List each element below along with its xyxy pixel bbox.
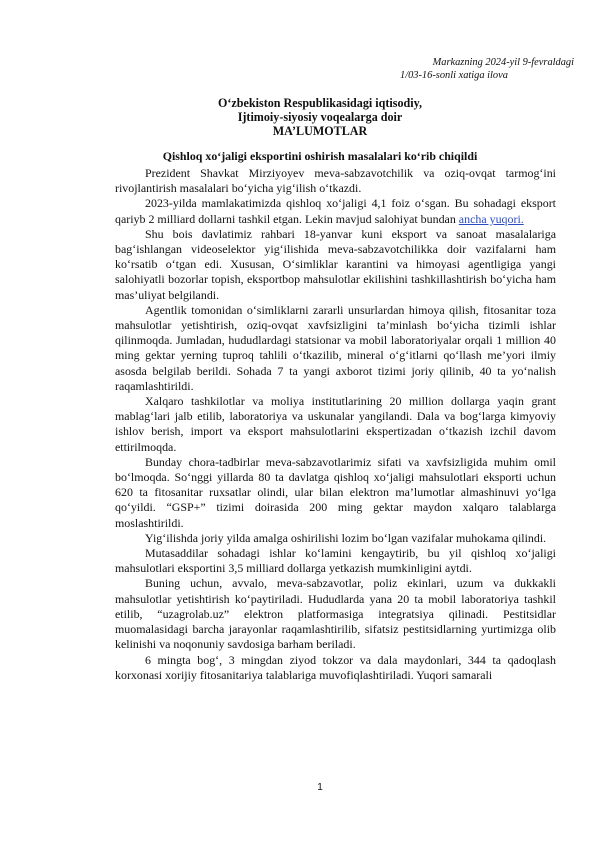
paragraph: Prezident Shavkat Mirziyoyev meva-sabzavotchilik va oziq-ovqat tarmog‘ini rivojlantirish masalalari bo‘yicha yig‘ilish o‘tkazdi. (115, 166, 556, 196)
article-title: Qishloq xo‘jaligi eksportini oshirish masalalari ko‘rib chiqildi (162, 149, 478, 163)
paragraph: Agentlik tomonidan o‘simliklarni zararli unsurlardan himoya qilish, fitosanitar toza mahsulotlar yetishtirish, oziq-ovqat xavfsizligini ta’minlash bo‘yicha tizimli ishlar qilinmoqda. Jumladan, hududlardagi statsionar va mobil laboratoriyalar orqali 1 million 40 ming gektar yerning tuproq tahlili o‘tkazilib, mineral o‘g‘itlarni qo‘llash me’yori ilmiy asosda belgilab berildi. Sohada 7 ta yangi axborot tizimi joriy qilinib, 40 ta yo‘nalish raqamlashtirildi. (115, 302, 556, 393)
paragraph-text: 2023-yilda mamlakatimizda qishloq xo‘jaligi 4,1 foiz o‘sgan. Bu sohadagi eksport qariyb 2 milliard dollarni tashkil etgan. Lekin mavjud salohiyat bundan (115, 196, 556, 226)
document-heading (0, 96, 596, 138)
ancha-yuqori-link[interactable]: ancha yuqori. (458, 211, 524, 226)
paragraph: Mutasaddilar sohadagi ishlar ko‘lamini kengaytirib, bu yil qishloq xo‘jaligi mahsulotlari eksportini 3,5 milliard dollarga yetkazish mumkinligini aytdi. (115, 546, 556, 576)
appendix-note (300, 57, 580, 82)
page-number: 1 (317, 782, 323, 793)
heading-line-3: MA’LUMOTLAR (272, 124, 368, 138)
paragraph: Buning uchun, avvalo, meva-sabzavotlar, poliz ekinlari, uzum va dukkakli mahsulotlar yetishtirish ko‘paytiriladi. Hududlarda yana 20 ta mobil laboratoriya tashkil etilib, “uzagrolab.uz” elektron platformasiga integratsiya qilinadi. Pestitsidlar muomalasidagi barcha jarayonlar raqamlashtirilib, sifatsiz pestitsidlarning yurtimizga olib kelinishi va noqonuniy savdosiga barham beriladi. (115, 576, 556, 652)
paragraph: Bunday chora-tadbirlar meva-sabzavotlarimiz sifati va xavfsizligida muhim omil bo‘lmoqda. So‘nggi yillarda 80 ta davlatga qishloq xo‘jaligi mahsulotlari eksporti uchun 620 ta fitosanitar ruxsatlar olindi, ular bilan elektron ma’lumotlar almashinuvi yo‘lga qo‘yildi. “GSP+” tizimi doirasida 200 ming gektar maydon xalqaro talablarga moslashtirildi. (115, 454, 556, 530)
heading-line-2: Ijtimoiy-siyosiy voqealarga doir (237, 110, 403, 124)
heading-line-1: O‘zbekiston Respublikasidagi iqtisodiy, (218, 96, 422, 110)
appendix-note-line-1: Markazning 2024-yil 9-fevraldagi (432, 57, 574, 68)
paragraph: Shu bois davlatimiz rahbari 18-yanvar kuni eksport va sanoat masalalariga bag‘ishlangan videoselektor yig‘ilishida meva-sabzavotchilikka doir vazifalarni ham ko‘rsatib o‘tgan edi. Xususan, O‘simliklar karantini va himoyasi agentligiga yangi salohiyatli bozorlar topish, eksportbop mahsulotlar ekilishini tashkillashtirish bo‘yicha ham mas’uliyat belgilandi. (115, 226, 556, 302)
paragraph: Yig‘ilishda joriy yilda amalga oshirilishi lozim bo‘lgan vazifalar muhokama qilindi. (145, 530, 547, 545)
paragraph (115, 196, 556, 226)
article-body (115, 166, 556, 683)
appendix-note-line-2: 1/03-16-sonli xatiga ilova (400, 69, 508, 81)
paragraph: 6 mingta bog‘, 3 mingdan ziyod tokzor va dala maydonlari, 344 ta qadoqlash korxonasi xorijiy fitosanitariya talablariga muvofiqlashtiriladi. Yuqori samarali (115, 652, 556, 682)
paragraph: Xalqaro tashkilotlar va moliya institutlarining 20 million dollarga yaqin grant mablag‘lari jalb etilib, laboratoriya va uskunalar yangilandi. Dala va bog‘larga kimyoviy ishlov berish, import va eksport mahsulotlarini ekspertizadan o‘tkazish izchil davom ettirilmoqda. (115, 394, 556, 454)
